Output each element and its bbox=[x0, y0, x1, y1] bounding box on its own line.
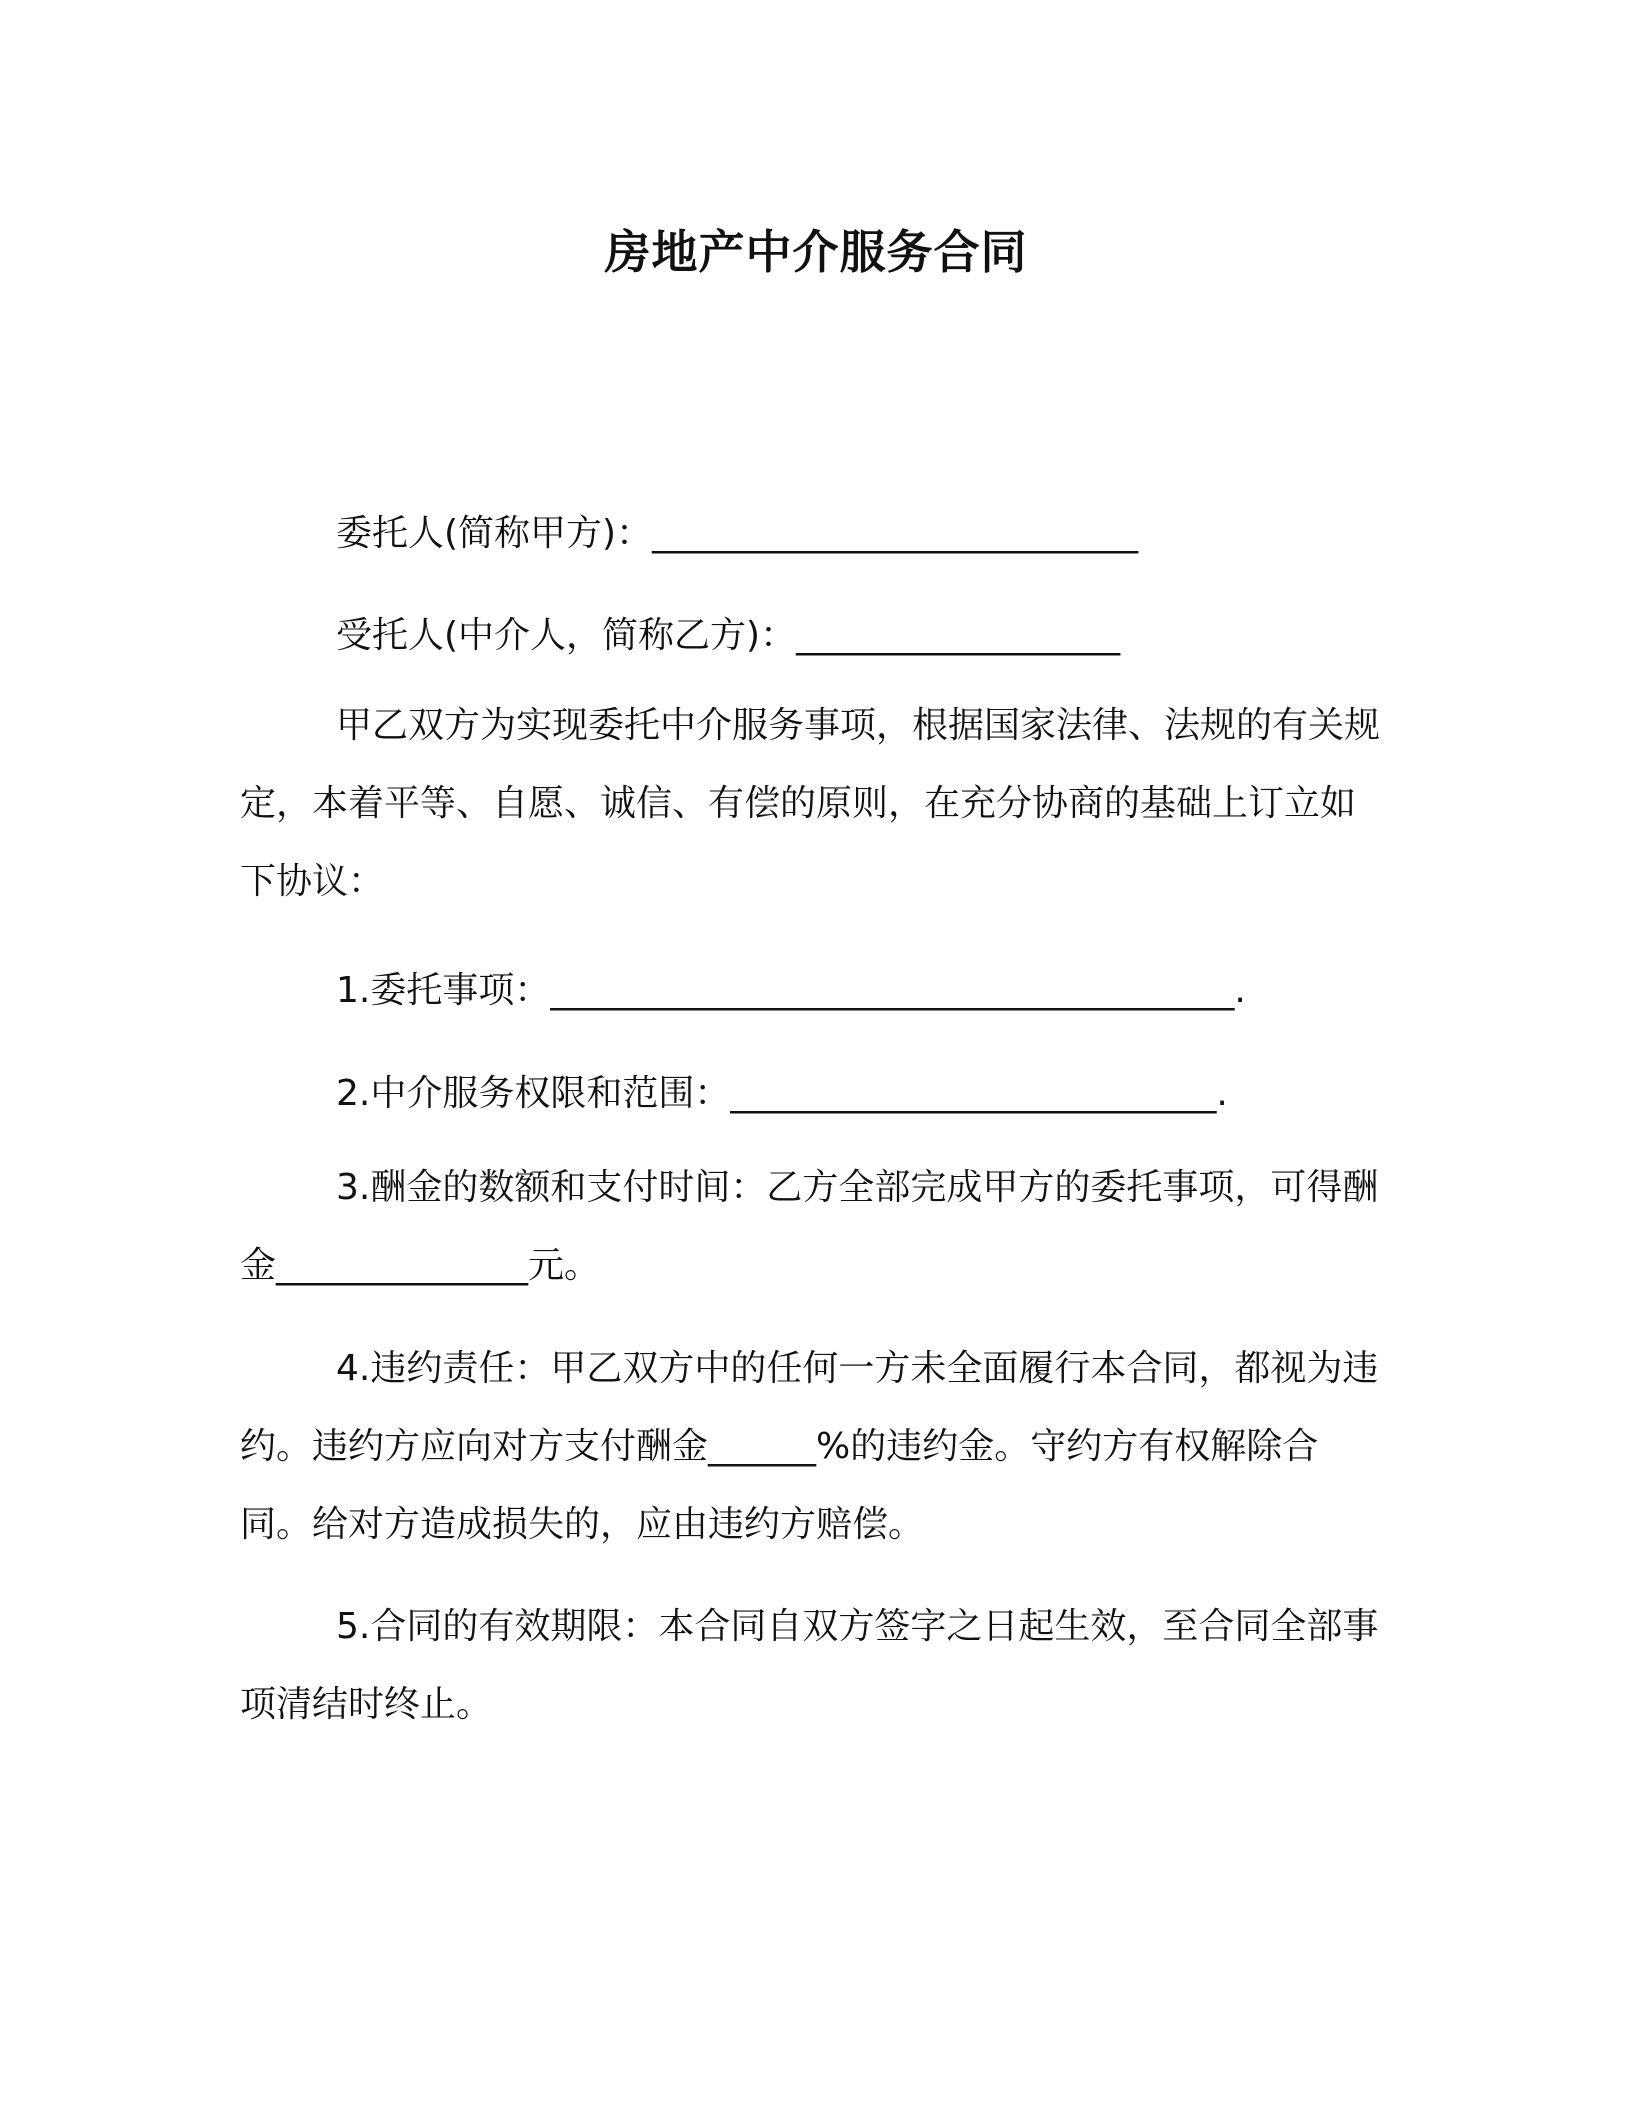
clause-5-validity-period: 5.合同的有效期限：本合同自双方签字之日起生效，至合同全部事项清结时终止。 bbox=[240, 1606, 1379, 1725]
document-title: 房地产中介服务合同 bbox=[604, 225, 1028, 279]
clause-1-entrusted-matters: 1.委托事项：______________________________________. bbox=[336, 970, 1246, 1011]
client-line: 委托人(简称甲方)：___________________________ bbox=[336, 513, 1139, 554]
preamble-paragraph: 甲乙双方为实现委托中介服务事项，根据国家法律、法规的有关规定，本着平等、自愿、诚信、有偿的原则，在充分协商的基础上订立如下协议： bbox=[240, 705, 1381, 902]
clause-4-breach-liability: 4.违约责任：甲乙双方中的任何一方未全面履行本合同，都视为违约。违约方应向对方支付酬金______%的违约金。守约方有权解除合同。给对方造成损失的，应由违约方赔偿。 bbox=[240, 1348, 1379, 1545]
clause-2-service-scope: 2.中介服务权限和范围：___________________________. bbox=[336, 1073, 1228, 1114]
agent-line: 受托人(中介人，简称乙方)：__________________ bbox=[336, 615, 1121, 656]
clause-3-remuneration: 3.酬金的数额和支付时间：乙方全部完成甲方的委托事项，可得酬金______________元。 bbox=[240, 1167, 1379, 1286]
